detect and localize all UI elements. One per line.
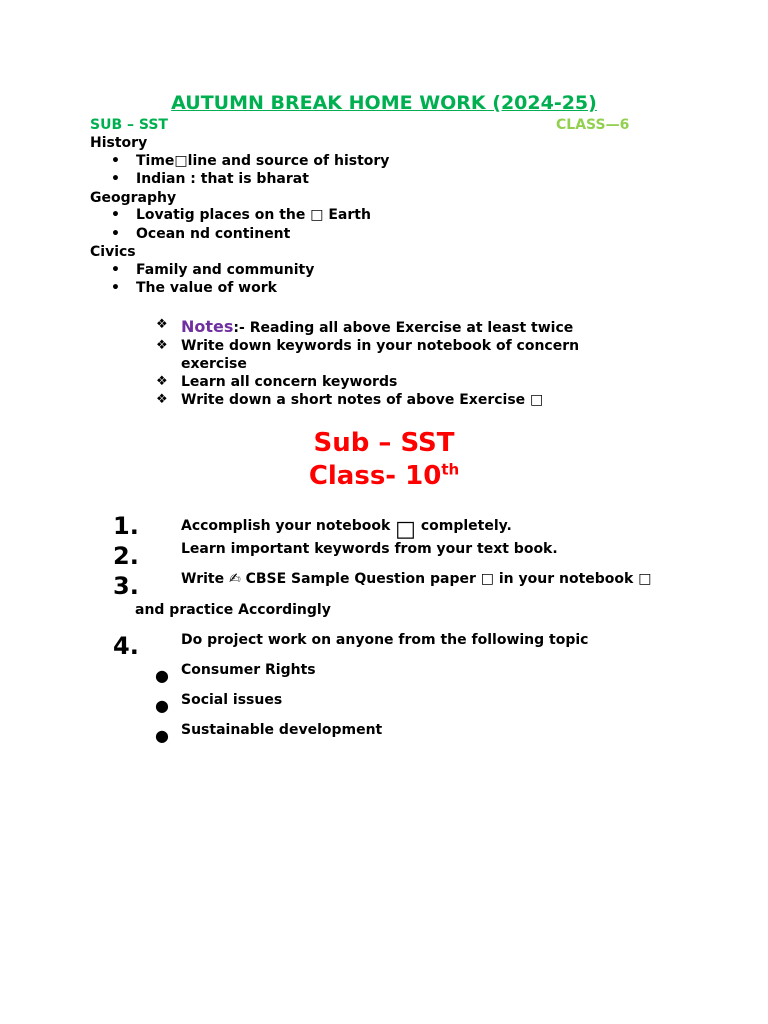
note-item <box>156 317 574 336</box>
civics-item-text: The value of work <box>136 280 277 296</box>
note-text: Write down a short notes of above Exercise □ <box>181 392 544 408</box>
history-item-text: Indian : that is bharat <box>136 171 309 187</box>
task-text: Learn important keywords from your text book. <box>181 541 558 557</box>
diamond-bullet: ❖ <box>156 317 168 332</box>
note-text: :- Reading all above Exercise at least twice <box>233 320 574 336</box>
class10-class <box>0 461 768 491</box>
diamond-bullet: ❖ <box>156 338 168 353</box>
history-item <box>111 153 390 169</box>
topic-bullet: ● <box>155 696 169 715</box>
history-item <box>111 171 309 187</box>
civics-item-text: Family and community <box>136 262 315 278</box>
bullet: • <box>111 153 120 169</box>
civics-item <box>111 280 277 296</box>
task-number: 4. <box>113 632 139 660</box>
task-number: 1. <box>113 512 139 540</box>
class10-class-suffix: th <box>441 460 460 479</box>
class10-subject: Sub – SST <box>313 428 455 458</box>
bullet: • <box>111 207 120 223</box>
geography-item-text: Ocean nd continent <box>136 226 291 242</box>
task-number: 2. <box>113 542 139 570</box>
history-item-text: Time□line and source of history <box>136 153 390 169</box>
civics-item <box>111 262 315 278</box>
topic-item: Social issues <box>181 692 283 708</box>
class-label: CLASS—6 <box>556 117 630 133</box>
page-title: AUTUMN BREAK HOME WORK (2024-25) <box>171 92 597 114</box>
task-text: Write ✍ CBSE Sample Question paper □ in your notebook □ <box>181 571 652 587</box>
topic-item: Consumer Rights <box>181 662 316 678</box>
history-heading: History <box>90 135 148 151</box>
notes-label: Notes <box>181 317 234 336</box>
task-continuation: and practice Accordingly <box>135 602 331 618</box>
task-text <box>181 511 512 542</box>
subject-label: SUB – SST <box>90 117 168 133</box>
geography-item <box>111 207 371 223</box>
note-item <box>156 374 398 390</box>
task-text: Do project work on anyone from the following topic <box>181 632 589 648</box>
geography-item <box>111 226 291 242</box>
task-number: 3. <box>113 572 139 600</box>
bullet: • <box>111 171 120 187</box>
geography-item-text: Lovatig places on the □ Earth <box>136 207 371 223</box>
topic-item: Sustainable development <box>181 722 383 738</box>
topic-bullet: ● <box>155 666 169 685</box>
note-continuation: exercise <box>181 356 247 372</box>
diamond-bullet: ❖ <box>156 392 168 407</box>
note-item <box>156 338 580 354</box>
box-icon: □ <box>395 517 416 542</box>
bullet: • <box>111 280 120 296</box>
bullet: • <box>111 226 120 242</box>
topic-bullet: ● <box>155 726 169 745</box>
class10-class-prefix: Class- 10 <box>308 461 442 491</box>
geography-heading: Geography <box>90 190 177 206</box>
note-text: Learn all concern keywords <box>181 374 398 390</box>
civics-heading: Civics <box>90 244 136 260</box>
note-text: Write down keywords in your notebook of concern <box>181 338 580 354</box>
diamond-bullet: ❖ <box>156 374 168 389</box>
bullet: • <box>111 262 120 278</box>
note-item <box>156 392 544 408</box>
task-text-part: completely. <box>420 518 512 534</box>
task-text-part: Accomplish your notebook <box>181 518 391 534</box>
